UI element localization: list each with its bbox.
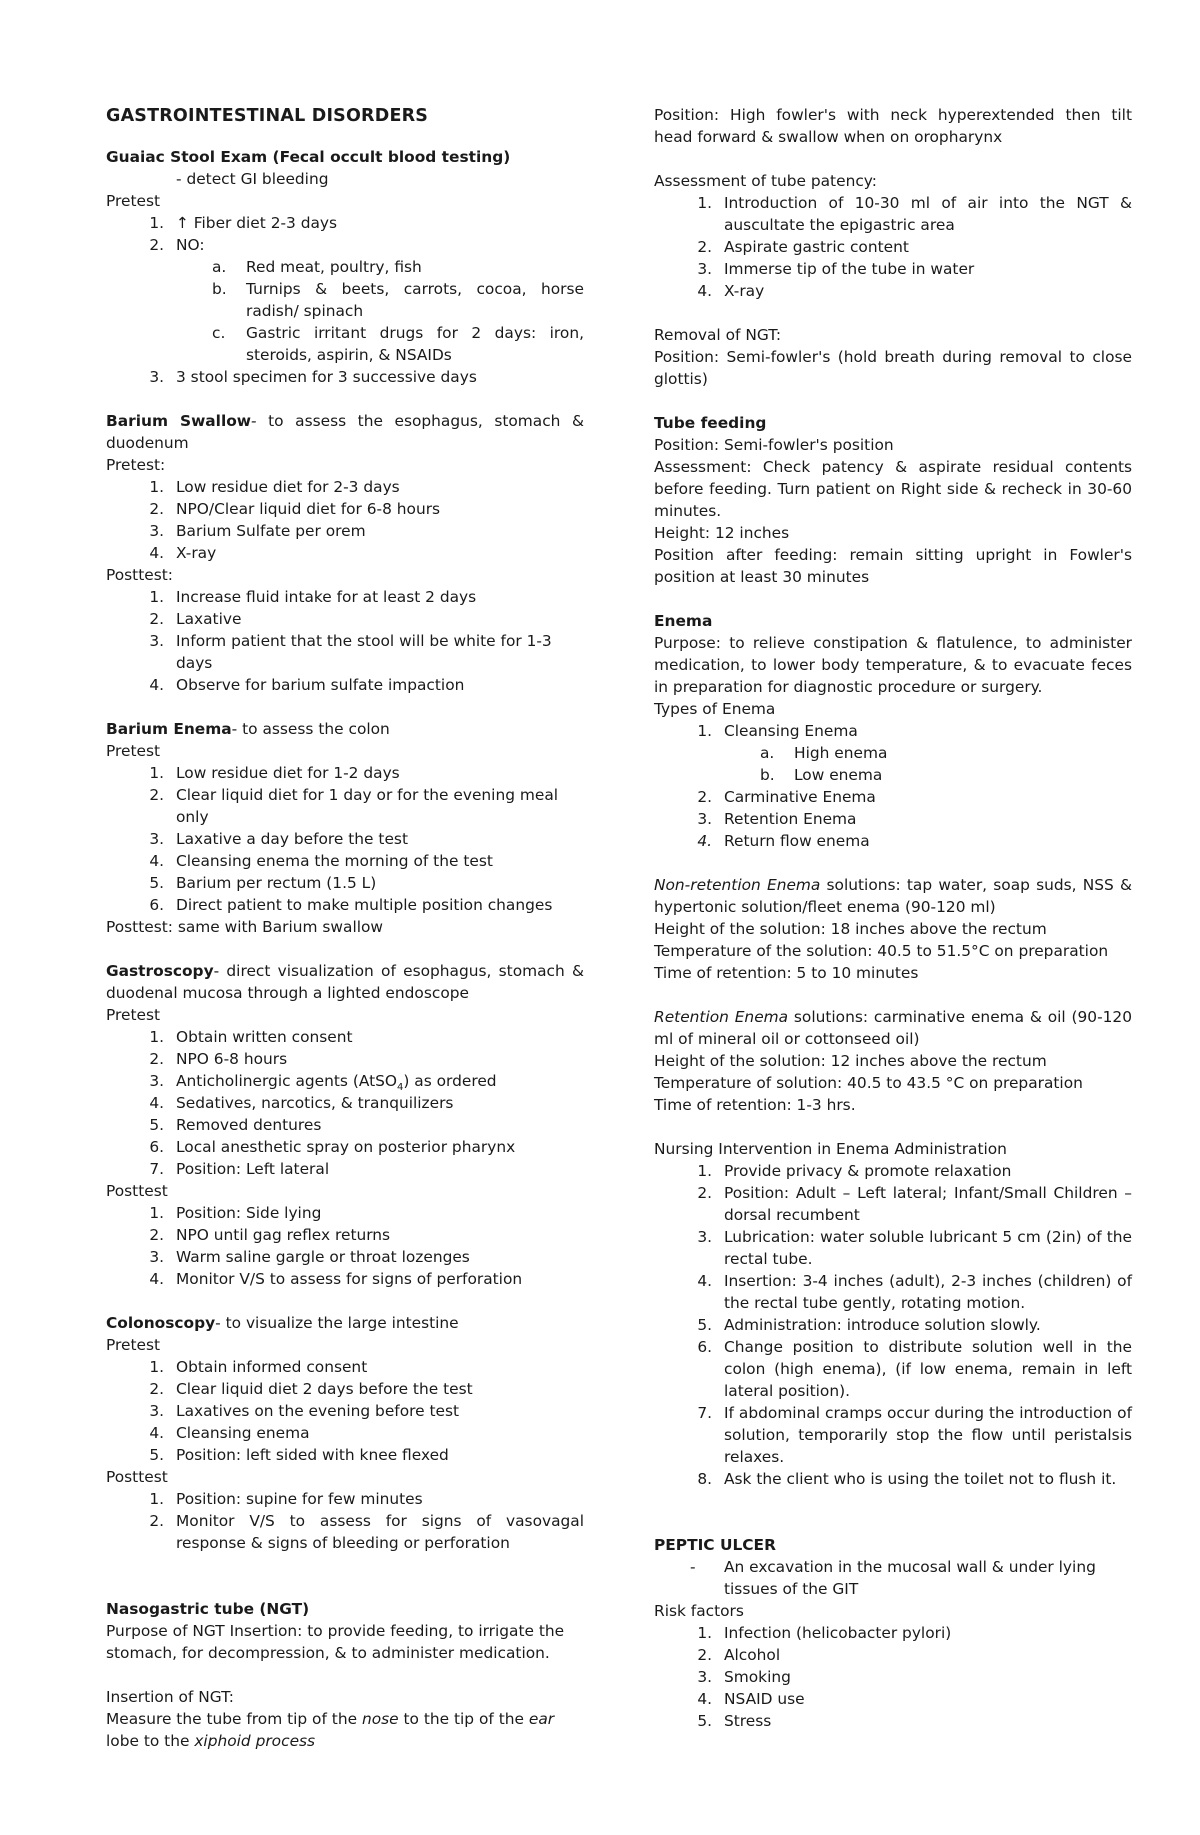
list-item: 4. Sedatives, narcotics, & tranquilizers bbox=[149, 1094, 454, 1112]
list-item: 3. Smoking bbox=[697, 1668, 791, 1686]
list-item: 6. Change position to distribute solution well in the colon (high enema), (if low enema, remain in left lateral position). bbox=[697, 1338, 1132, 1400]
list-item: 7. If abdominal cramps occur during the introduction of solution, temporarily stop the flow until peristalsis relaxes. bbox=[697, 1404, 1132, 1466]
list-item: 2. Carminative Enema bbox=[697, 788, 876, 806]
tube-feeding-section: Tube feeding Position: Semi-fowler's position Assessment: Check patency & aspirate residual contents before feeding. Turn patient on Right side & recheck in 30-60 minutes. Height: 12 inches Position after feeding: remain sitting upright in Fowler's position at least 30 minutes bbox=[654, 414, 1132, 586]
list-item: 7. Position: Left lateral bbox=[149, 1160, 330, 1178]
list-item: 5. Position: left sided with knee flexed bbox=[149, 1446, 449, 1464]
list-item: a. High enema bbox=[760, 744, 888, 762]
list-item: a. Red meat, poultry, fish bbox=[212, 258, 422, 276]
list-item: 2. NPO until gag reflex returns bbox=[149, 1226, 391, 1244]
list-item: 2. Clear liquid diet 2 days before the test bbox=[149, 1380, 473, 1398]
list-item: 2. Monitor V/S to assess for signs of vasovagal response & signs of bleeding or perforation bbox=[149, 1512, 584, 1552]
list-item: 1. Low residue diet for 1-2 days bbox=[149, 764, 400, 782]
list-item: 1. Provide privacy & promote relaxation bbox=[697, 1162, 1012, 1180]
list-item: 4. Monitor V/S to assess for signs of perforation bbox=[149, 1270, 523, 1288]
peptic-ulcer-section: PEPTIC ULCER - An excavation in the mucosal wall & under lying tissues of the GIT Risk factors 1. Infection (helicobacter pylori) 2. Alcohol 3. Smoking 4. NSAID use 5. Stress bbox=[654, 1534, 1132, 1732]
list-item: 1. Cleansing Enema a. High enema b. Low enema bbox=[654, 720, 1132, 786]
list-item: 3. Barium Sulfate per orem bbox=[149, 522, 366, 540]
gastroscopy-section: Gastroscopy- direct visualization of esophagus, stomach & duodenal mucosa through a lighted endoscope Pretest 1. Obtain written consent 2. NPO 6-8 hours 3. Anticholinergic agents (AtSO$_4$) as ordered 4. Sedatives, narcotics, & tranquilizers 5. Removed dentures 6. Local anesthetic spray on posterior pharynx 7. Position: Left lateral Posttest 1. Position: Side lying 2. NPO until gag reflex returns 3. Warm saline gargle or throat lozenges 4. Monitor V/S to assess for signs of perforation bbox=[106, 962, 584, 1288]
peptic-ulcer-heading: PEPTIC ULCER bbox=[654, 1536, 776, 1554]
list-item: 3. Immerse tip of the tube in water bbox=[697, 260, 975, 278]
list-item: 4. Insertion: 3-4 inches (adult), 2-3 inches (children) of the rectal tube gently, rotating motion. bbox=[697, 1272, 1132, 1312]
list-item: 1. Low residue diet for 2-3 days bbox=[149, 478, 400, 496]
left-column bbox=[106, 104, 584, 1752]
list-item: 1. Position: supine for few minutes bbox=[149, 1490, 423, 1508]
list-item: 1. Introduction of 10-30 ml of air into the NGT & auscultate the epigastric area bbox=[697, 194, 1132, 234]
list-item: 1. Increase fluid intake for at least 2 days bbox=[149, 588, 477, 606]
list-item: 4. NSAID use bbox=[697, 1690, 805, 1708]
list-item: - An excavation in the mucosal wall & under lying tissues of the GIT bbox=[690, 1558, 1096, 1598]
gastroscopy-heading: Gastroscopy bbox=[106, 962, 214, 980]
list-item: 2. Laxative bbox=[149, 610, 242, 628]
guaiac-purpose: - detect GI bleeding bbox=[176, 170, 329, 188]
list-item: 4. Observe for barium sulfate impaction bbox=[149, 676, 465, 694]
guaiac-heading: Guaiac Stool Exam (Fecal occult blood testing) bbox=[106, 148, 511, 166]
list-item: 1. Obtain written consent bbox=[149, 1028, 353, 1046]
tube-feeding-heading: Tube feeding bbox=[654, 414, 767, 432]
list-item: 8. Ask the client who is using the toilet not to flush it. bbox=[697, 1470, 1117, 1488]
list-item: 2. NPO 6-8 hours bbox=[149, 1050, 288, 1068]
list-item: 5. Stress bbox=[697, 1712, 772, 1730]
list-item: 2. NPO/Clear liquid diet for 6-8 hours bbox=[149, 500, 441, 518]
barium-enema-heading: Barium Enema bbox=[106, 720, 232, 738]
colonoscopy-section: Colonoscopy- to visualize the large intestine Pretest 1. Obtain informed consent 2. Clear liquid diet 2 days before the test 3. Laxatives on the evening before test 4. Cleansing enema 5. Position: left sided with knee flexed Posttest 1. Position: supine for few minutes 2. Monitor V/S to assess for signs of vasovagal response & signs of bleeding or perforation bbox=[106, 1314, 584, 1552]
list-item: 2. NO: a. Red meat, poultry, fish b. Turnips & beets, carrots, cocoa, horse radish/ spinach c. Gastric irritant drugs for 2 days: iron, steroids, aspirin, & NSAIDs bbox=[149, 236, 584, 364]
retention-solutions: Retention Enema solutions: carminative enema & oil (90-120 ml of mineral oil or cottonseed oil) bbox=[654, 1008, 1132, 1048]
ngt-purpose: Purpose of NGT Insertion: to provide feeding, to irrigate the stomach, for decompression, & to administer medication. bbox=[106, 1622, 565, 1662]
list-item: 1. Position: Side lying bbox=[149, 1204, 322, 1222]
list-item: 4. Return flow enema bbox=[697, 832, 870, 850]
guaiac-section bbox=[106, 146, 584, 388]
list-item: 3. Inform patient that the stool will be white for 1-3 days bbox=[149, 632, 552, 672]
list-item: 3. 3 stool specimen for 3 successive days bbox=[149, 368, 477, 386]
list-item: 1. ↑ Fiber diet 2-3 days bbox=[149, 214, 338, 232]
ngt-position: Position: High fowler's with neck hyperextended then tilt head forward & swallow when on oropharynx bbox=[654, 106, 1132, 146]
ngt-measure: Measure the tube from tip of the nose to the tip of the ear lobe to the xiphoid process bbox=[106, 1710, 555, 1750]
list-item: 6. Local anesthetic spray on posterior pharynx bbox=[149, 1138, 516, 1156]
list-item: 5. Removed dentures bbox=[149, 1116, 322, 1134]
enema-section: Enema Purpose: to relieve constipation & flatulence, to administer medication, to lower body temperature, & to evacuate feces in preparation for diagnostic procedure or surgery. Types of Enema 1. Cleansing Enema a. High enema b. Low enema 2. Carminative Enema 3. Retention Enema 4. Return flow enema Non-retention Enema solutions: tap water, soap suds, NSS & hypertonic solution/fleet enema (90-120 ml) Height of the solution: 18 inches above the rectum Temperature of the solution: 40.5 to 51.5°C on preparation Time of retention: 5 to 10 minutes Retention Enema solutions: carminative enema & oil (90-120 ml of mineral oil or cottonseed oil) Height of the solution: 12 inches above the rectum Temperature of solution: 40.5 to 43.5 °C on preparation Time of retention: 1-3 hrs. Nursing Intervention in Enema Administration 1. Provide privacy & promote relaxation 2. Position: Adult – Left lateral; Infant/Small Children – dorsal recumbent 3. Lubrication: water soluble lubricant 5 cm (2in) of the rectal tube. 4. Insertion: 3-4 inches (adult), 2-3 inches (children) of the rectal tube gently, rotating motion. 5. Administration: introduce solution slowly. 6. Change position to distribute solution well in the colon (high enema), (if low enema, remain in left lateral position). 7. If abdominal cramps occur during the introduction of solution, temporarily stop the flow until peristalsis relaxes. 8. Ask the client who is using the toilet not to flush it. bbox=[654, 612, 1132, 1488]
list-item: 4. X-ray bbox=[149, 544, 217, 562]
list-item: 2. Position: Adult – Left lateral; Infant/Small Children – dorsal recumbent bbox=[697, 1184, 1132, 1224]
document-title: GASTROINTESTINAL DISORDERS bbox=[106, 106, 429, 126]
list-item: 3. Warm saline gargle or throat lozenges bbox=[149, 1248, 470, 1266]
list-item: b. Low enema bbox=[760, 766, 883, 784]
right-column: Position: High fowler's with neck hyperextended then tilt head forward & swallow when on oropharynx Assessment of tube patency: 1. Introduction of 10-30 ml of air into the NGT & auscultate the epigastric area 2. Aspirate gastric content 3. Immerse tip of the tube in water 4. X-ray Removal of NGT: Position: Semi-fowler's (hold breath during removal to close glottis) Tube feeding Position: Semi-fowler's position Assessment: Check patency & aspirate residual contents before feeding. Turn patient on Right side & recheck in 30-60 minutes. Height: 12 inches Position after feeding: remain sitting upright in Fowler's position at least 30 minutes Enema Purpose: to relieve constipation & flatulence, to administer medication, to lower body temperature, & to evacuate feces in preparation for diagnostic procedure or surgery. Types of Enema 1. Cleansing Enema a. High enema b. Low enema 2. Carminative Enema 3. Retention Enema 4. Return flow enema Non-retention Enema solutions: tap water, soap suds, NSS & hypertonic solution/fleet enema (90-120 ml) Height of the solution: 18 inches above the rectum Temperature of the solution: 40.5 to 51.5°C on preparation Time of retention: 5 to 10 minutes Retention Enema solutions: carminative enema & oil (90-120 ml of mineral oil or cottonseed oil) Height of the solution: 12 inches above the rectum Temperature of solution: 40.5 to 43.5 °C on preparation Time of retention: 1-3 hrs. Nursing Intervention in Enema Administration 1. Provide privacy & promote relaxation 2. Position: Adult – Left lateral; Infant/Small Children – dorsal recumbent 3. Lubrication: water soluble lubricant 5 cm (2in) of the rectal tube. 4. Insertion: 3-4 inches (adult), 2-3 inches (children) of the rectal tube gently, rotating motion. 5. Administration: introduce solution slowly. 6. Change position to distribute solution well in the colon (high enema), (if low enema, remain in left lateral position). 7. If abdominal cramps occur during the introduction of solution, temporarily stop the flow until peristalsis relaxes. 8. Ask the client who is using the toilet not to flush it. PEPTIC ULCER - An excavation in the mucosal wall & under lying tissues of the GIT Risk factors 1. Infection (helicobacter pylori) 2. Alcohol 3. Smoking 4. NSAID use 5. Stress bbox=[654, 106, 1132, 1730]
list-item: 2. Clear liquid diet for 1 day or for the evening meal only bbox=[149, 786, 559, 826]
list-item: 1. Infection (helicobacter pylori) bbox=[697, 1624, 952, 1642]
list-item: 3. Lubrication: water soluble lubricant 5 cm (2in) of the rectal tube. bbox=[697, 1228, 1132, 1268]
barium-swallow-heading: Barium Swallow bbox=[106, 412, 252, 430]
barium-swallow-section: Barium Swallow- to assess the esophagus, stomach & duodenum Pretest: 1. Low residue diet for 2-3 days 2. NPO/Clear liquid diet for 6-8 hours 3. Barium Sulfate per orem 4. X-ray Posttest: 1. Increase fluid intake for at least 2 days 2. Laxative 3. Inform patient that the stool will be white for 1-3 days 4. Observe for barium sulfate impaction bbox=[106, 412, 584, 694]
enema-heading: Enema bbox=[654, 612, 713, 630]
nonretention-solutions: Non-retention Enema solutions: tap water, soap suds, NSS & hypertonic solution/fleet enema (90-120 ml) bbox=[654, 876, 1132, 916]
list-item: b. Turnips & beets, carrots, cocoa, horse radish/ spinach bbox=[212, 280, 584, 320]
list-item: 2. Aspirate gastric content bbox=[697, 238, 909, 256]
list-item: c. Gastric irritant drugs for 2 days: iron, steroids, aspirin, & NSAIDs bbox=[212, 324, 584, 364]
list-item: 6. Direct patient to make multiple position changes bbox=[149, 896, 553, 914]
list-item: 4. X-ray bbox=[697, 282, 765, 300]
list-item: 5. Administration: introduce solution slowly. bbox=[697, 1316, 1041, 1334]
list-item: 3. Retention Enema bbox=[697, 810, 857, 828]
list-item: 1. Obtain informed consent bbox=[149, 1358, 368, 1376]
list-item: 4. Cleansing enema bbox=[149, 1424, 310, 1442]
ngt-section: Nasogastric tube (NGT) Purpose of NGT Insertion: to provide feeding, to irrigate the stomach, for decompression, & to administer medication. Insertion of NGT: Measure the tube from tip of the nose to the tip of the ear lobe to the xiphoid process bbox=[106, 1598, 584, 1752]
list-item: 2. Alcohol bbox=[697, 1646, 781, 1664]
guaiac-pretest-label: Pretest bbox=[106, 192, 161, 210]
list-item: 3. Laxative a day before the test bbox=[149, 830, 408, 848]
ngt-heading: Nasogastric tube (NGT) bbox=[106, 1600, 310, 1618]
list-item: 5. Barium per rectum (1.5 L) bbox=[149, 874, 377, 892]
barium-enema-section: Barium Enema- to assess the colon Pretest 1. Low residue diet for 1-2 days 2. Clear liquid diet for 1 day or for the evening meal only 3. Laxative a day before the test 4. Cleansing enema the morning of the test 5. Barium per rectum (1.5 L) 6. Direct patient to make multiple position changes Posttest: same with Barium swallow bbox=[106, 718, 584, 938]
colonoscopy-heading: Colonoscopy bbox=[106, 1314, 216, 1332]
list-item: 4. Cleansing enema the morning of the test bbox=[149, 852, 493, 870]
list-item: 3. Anticholinergic agents (AtSO$_4$) as ordered bbox=[149, 1072, 497, 1094]
list-item: 3. Laxatives on the evening before test bbox=[149, 1402, 460, 1420]
